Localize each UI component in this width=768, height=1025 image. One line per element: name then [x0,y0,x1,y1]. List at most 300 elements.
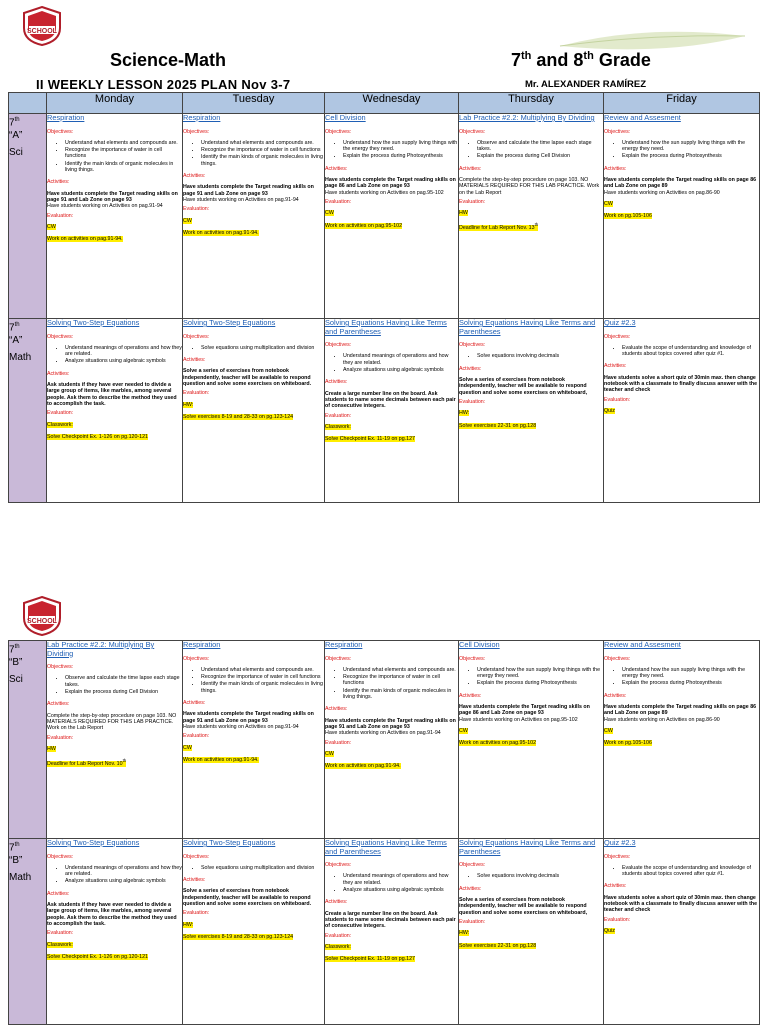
activities-label: Activities: [183,173,206,180]
objectives-list [459,873,603,879]
lesson-cell [47,641,183,839]
activity-instructions: Ask students if they have ever needed to divide a large group of items, like marbles, among several people. Ask them to describe the method they used to accomplish the task. [47,382,177,407]
evaluation-mark-row [459,930,603,936]
evaluation-mark-row [47,422,182,428]
evaluation-mark-row [183,922,324,928]
assignment-main: Solve Checkpoint Ex. 1-126 on pg.120-121 [47,433,149,440]
objectives-label: Objectives: [47,128,74,135]
lesson-cell [604,114,760,319]
assignment-suffix: th [534,222,539,228]
objectives-list [459,353,603,359]
objective-item: • Explain the process during Photosynthesis [343,153,458,159]
activity-notes: Complete the step-by-step procedure on page 103. NO MATERIALS REQUIRED FOR THIS LAB PRACTICE. Work on the Lab Report [47,712,177,732]
assignment-row [459,943,603,949]
activities-label: Activities: [183,357,206,364]
assignment-row [459,423,603,429]
lesson-cell [47,319,183,503]
group-label: “B” [9,855,23,867]
objectives-list [47,865,182,885]
evaluation-mark: CW [183,744,192,751]
evaluation-label: Evaluation: [459,398,486,405]
activities-label: Activities: [183,700,206,707]
evaluation-label: Evaluation: [325,412,352,419]
lesson-cell [604,319,760,503]
assignment-row [183,934,324,940]
assignment-main: Solve Checkpoint Ex. 11-19 on pg.127 [325,956,416,963]
row-label [9,114,47,319]
objectives-label: Objectives: [47,333,74,340]
assignment-text [325,956,415,962]
evaluation-label: Evaluation: [183,733,210,740]
activities-label: Activities: [604,363,627,370]
row-label [9,319,47,503]
evaluation-mark: Quiz [604,927,615,934]
assignment-row [604,213,759,219]
lesson-cell [604,641,760,839]
activity-instructions: Have students solve a short quiz of 30min max. then change notebook with a classmate to finally discuss answer with the teacher and check [604,894,758,914]
objective-item: • Understand meanings of operations and how they are related. [343,873,458,886]
objectives-label: Objectives: [459,862,486,869]
assignment-row [459,223,603,232]
assignment-row [183,414,324,420]
lesson-title-link[interactable]: Solving Two-Step Equations [47,318,140,327]
evaluation-mark: HW [47,745,56,752]
lesson-cell [47,839,183,1025]
objectives-label: Objectives: [47,853,74,860]
assignment-main: Work on pg.105-106 [604,213,652,220]
evaluation-mark: CW [459,727,468,734]
row-label [9,641,47,839]
assignment-main: Solve exercises 8-19 and 28-33 on pg.123-124 [183,413,294,420]
grade-title: 7th and 8th Grade [511,50,651,70]
lesson-plan-table [8,92,760,503]
evaluation-label: Evaluation: [47,734,74,741]
activity-instructions: Solve a series of exercises from notebook independently, teacher will be available to respond question and solve some exercises on whiteboard. [183,368,312,388]
assignment-row [459,740,603,746]
activity-instructions: Have students complete the Target reading skills on page 86 and Lab Zone on page 93 [325,177,456,190]
group-label: “B” [9,657,23,669]
assignment-row [47,236,182,242]
evaluation-label: Evaluation: [325,739,352,746]
objectives-label: Objectives: [604,655,631,662]
objective-item: • Understand how the sun supply living things with the energy they need. [477,667,603,680]
day-header: Thursday [459,93,604,114]
grade-label [9,839,46,854]
assignment-main: Work on activities on pag.95-102 [325,222,403,229]
activities-label: Activities: [47,179,70,186]
assignment-row [183,230,324,236]
evaluation-mark-row [183,218,324,224]
evaluation-mark: Classwork: [47,941,73,948]
assignment-text [604,213,652,219]
row-label [9,839,47,1025]
assignment-main: Work on activities on pag.95-102 [459,740,537,747]
day-header: Friday [604,93,760,114]
lesson-cell [47,114,183,319]
grade-number: 7 [9,644,15,656]
activities-label: Activities: [325,899,348,906]
lesson-title-link[interactable]: Lab Practice #2.2: Multiplying By Dividing [459,113,595,122]
objective-item: • Identify the main kinds of organic molecules in living things. [201,681,324,694]
assignment-text [47,954,148,960]
teacher-name: Mr. ALEXANDER RAMÍREZ [525,79,647,90]
lesson-cell [459,319,604,503]
assignment-main: Deadline for Lab Report Nov. 10 [47,760,123,767]
objectives-list [47,675,182,695]
objectives-label: Objectives: [183,128,210,135]
assignment-main: Work on activities on pag.91-94. [183,229,259,236]
activity-notes: Have students working on Activities on pag.91-94 [325,730,441,737]
assignment-row [183,757,324,763]
activity-instructions: Create a large number line on the board. Ask students to name some decimals between each pair of consecutive integers. [325,390,456,410]
activities-label: Activities: [604,692,627,699]
evaluation-label: Evaluation: [459,918,486,925]
day-header: Wednesday [325,93,459,114]
activity-instructions: Have students complete the Target reading skills on page 86 and Lab Zone on page 89 [604,704,757,717]
assignment-text [183,757,259,763]
lesson-title-link[interactable]: Review and Assesment [604,640,681,649]
objectives-label: Objectives: [604,333,631,340]
evaluation-mark-row [47,942,182,948]
svg-text:SCHOOL: SCHOOL [27,618,57,625]
objective-item: • Understand what elements and compounds are. [201,140,324,146]
evaluation-mark: HW: [183,401,194,408]
evaluation-mark: HW: [183,921,194,928]
evaluation-mark: CW [325,750,334,757]
evaluation-label: Evaluation: [47,410,74,417]
objectives-label: Objectives: [459,342,486,349]
evaluation-mark: Classwork: [325,943,351,950]
objective-item: • Understand how the sun supply living things with the energy they need. [343,140,458,153]
page-title: Science-Math [110,50,227,70]
evaluation-mark: CW [325,210,334,217]
activity-instructions: Have students complete the Target reading skills on page 86 and Lab Zone on page 89 [604,177,757,190]
objectives-list [47,345,182,365]
assignment-main: Deadline for Lab Report Nov. 13 [459,225,535,232]
objective-item: • Recognize the importance of water in cell functions [201,674,324,680]
lesson-title-link[interactable]: Respiration [325,640,363,649]
day-header: Monday [47,93,183,114]
objectives-list [325,667,458,700]
objective-item: • Analyze situations using algebraic symbols [65,358,182,364]
evaluation-mark-row [47,224,182,230]
assignment-main: Solve exercises 22-31 on pg.128 [459,942,537,949]
objectives-label: Objectives: [325,342,352,349]
lesson-cell [183,839,325,1025]
assignment-main: Solve Checkpoint Ex. 11-19 on pg.127 [325,436,416,443]
lesson-title-link[interactable]: Solving Equations Having Like Terms and Parentheses [325,838,447,856]
plan-title: II WEEKLY LESSON 2025 PLAN Nov 3-7 [36,77,291,92]
lesson-title-link[interactable]: Quiz #2.3 [604,838,636,847]
lesson-cell [459,114,604,319]
evaluation-label: Evaluation: [325,198,352,205]
objective-item: • Explain the process during Cell Division [477,153,603,159]
lesson-cell [459,641,604,839]
activities-label: Activities: [604,165,627,172]
assignment-row [325,956,458,962]
objective-item: • Understand how the sun supply living things with the energy they need. [622,667,759,680]
objective-item: • Understand what elements and compounds are. [343,667,458,673]
assignment-main: Solve exercises 22-31 on pg.128 [459,422,537,429]
evaluation-mark-row [604,728,759,734]
objective-item: • Explain the process during Photosynthesis [622,153,759,159]
activity-instructions: Solve a series of exercises from notebook independently, teacher will be available to respond question and solve some exercises on whiteboard, [459,377,588,396]
school-logo-icon [22,596,62,636]
assignment-text [47,434,148,440]
grade-number: 7 [9,322,15,334]
activity-notes: Have students working on Activities on pag.95-102 [459,716,578,723]
objective-item: • Understand meanings of operations and how they are related. [65,345,182,358]
lesson-cell [325,114,459,319]
lesson-title-link[interactable]: Cell Division [325,113,366,122]
activities-label: Activities: [47,370,70,377]
objectives-list [183,865,324,871]
evaluation-label: Evaluation: [47,930,74,937]
activities-label: Activities: [47,701,70,708]
assignment-text [325,436,415,442]
objectives-list [604,140,759,160]
evaluation-mark: CW [47,223,56,230]
activity-notes: Have students working on Activities on pag.91-94 [47,203,163,210]
objectives-list [47,140,182,173]
lesson-cell [325,319,459,503]
evaluation-mark-row [604,928,759,934]
assignment-row [325,223,458,229]
activity-instructions: Have students complete the Target reading skills on page 91 and Lab Zone on page 93 [325,717,456,730]
header-corner [9,93,47,114]
grade-number: 7 [9,117,15,129]
lesson-plan-table [8,640,760,1025]
evaluation-label: Evaluation: [183,390,210,397]
objectives-label: Objectives: [604,853,631,860]
activities-label: Activities: [459,885,482,892]
assignment-row [47,758,182,767]
evaluation-label: Evaluation: [325,932,352,939]
grade-label [9,114,46,129]
evaluation-mark: CW [604,200,613,207]
objective-item: • Identify the main kinds of organic molecules in living things. [65,161,182,174]
assignment-text [183,934,293,940]
objective-item: • Solve equations using multiplication and division [201,865,324,871]
activity-instructions: Have students complete the Target reading skills on page 91 and Lab Zone on page 93 [183,184,314,197]
activities-label: Activities: [47,890,70,897]
objectives-list [183,140,324,167]
evaluation-label: Evaluation: [183,206,210,213]
objective-item: • Solve equations involving decimals [477,353,603,359]
objective-item: • Observe and calculate the time lapse each stage takes. [477,140,603,153]
lesson-cell [604,839,760,1025]
activity-instructions: Have students complete the Target reading skills on page 86 and Lab Zone on page 93 [459,704,590,717]
activities-label: Activities: [604,883,627,890]
activity-notes: Have students working on Activities on pag.91-94 [183,723,299,730]
objective-item: • Understand what elements and compounds are. [65,140,182,146]
evaluation-label: Evaluation: [459,198,486,205]
lesson-title-link[interactable]: Lab Practice #2.2: Multiplying By Dividing [47,640,155,658]
activities-label: Activities: [325,706,348,713]
lesson-cell [183,319,325,503]
evaluation-mark-row [325,751,458,757]
lesson-cell [325,839,459,1025]
evaluation-mark: HW: [459,410,470,417]
assignment-text [604,740,652,746]
assignment-row [325,763,458,769]
lesson-title-link[interactable]: Solving Two-Step Equations [47,838,140,847]
assignment-text [325,763,401,769]
objective-item: • Recognize the importance of water in cell functions [343,674,458,687]
activity-instructions: Have students complete the Target reading skills on page 91 and Lab Zone on page 93 [183,711,314,724]
objectives-list [604,667,759,687]
objective-item: • Understand how the sun supply living things with the energy they need. [622,140,759,153]
group-label: “A” [9,130,23,142]
lesson-cell [459,839,604,1025]
grade-label [9,319,46,334]
objectives-list [459,140,603,160]
assignment-main: Work on activities on pag.91-94. [47,236,123,243]
assignment-text [459,222,539,232]
activity-instructions: Solve a series of exercises from notebook independently, teacher will be available to respond question and solve some exercises on whiteboard, [459,897,588,916]
grade-number: 7 [9,842,15,854]
activities-label: Activities: [459,165,482,172]
assignment-text [183,230,259,236]
assignment-row [325,436,458,442]
activities-label: Activities: [459,692,482,699]
evaluation-label: Evaluation: [47,212,74,219]
objectives-label: Objectives: [459,655,486,662]
assignment-text [459,943,536,949]
subject-label: Sci [9,674,23,686]
evaluation-mark-row [604,201,759,207]
objective-item: • Identify the main kinds of organic molecules in living things. [343,688,458,701]
evaluation-mark-row [325,424,458,430]
assignment-main: Work on pg.105-106 [604,740,652,747]
subject-label: Sci [9,147,23,159]
assignment-text [47,758,127,767]
evaluation-mark-row [459,410,603,416]
school-logo-icon [22,6,62,46]
assignment-text [459,423,536,429]
day-header: Tuesday [183,93,325,114]
lesson-cell [183,114,325,319]
activity-instructions: Have students complete the Target reading skills on page 91 and Lab Zone on page 93 [47,190,178,203]
evaluation-mark-row [183,402,324,408]
activity-instructions: Have students solve a short quiz of 30min max. then change notebook with a classmate to finally discuss answer with the teacher and check [604,374,758,394]
objectives-label: Objectives: [325,655,352,662]
activity-notes: Complete the step-by-step procedure on page 103. NO MATERIALS REQUIRED FOR THIS LAB PRACTICE. Work on the Lab Report [459,177,600,196]
subject-label: Math [9,352,32,364]
objectives-list [604,865,759,878]
evaluation-mark-row [325,210,458,216]
objectives-label: Objectives: [183,853,210,860]
objective-item: • Recognize the importance of water in cell functions [201,147,324,153]
svg-text:SCHOOL: SCHOOL [27,28,57,35]
objective-item: • Understand meanings of operations and how they are related. [65,865,182,878]
lesson-title-link[interactable]: Solving Equations Having Like Terms and Parentheses [459,838,596,856]
evaluation-label: Evaluation: [604,396,631,403]
grade-suffix: th [14,322,20,328]
activity-notes: Have students working on Activities on pag.86-90 [604,716,720,723]
assignment-main: Solve Checkpoint Ex. 1-126 on pg.120-121 [47,953,149,960]
grade-suffix: th [14,644,20,650]
activity-notes: Have students working on Activities on pag.91-94 [183,196,299,203]
objective-item: • Observe and calculate the time lapse each stage takes. [65,675,182,688]
objectives-list [325,353,458,373]
objectives-list [604,345,759,358]
objectives-list [183,345,324,351]
evaluation-mark-row [459,728,603,734]
assignment-main: Work on activities on pag.91-94. [325,763,401,770]
lesson-title-link[interactable]: Solving Equations Having Like Terms and Parentheses [325,318,447,336]
lesson-title-link[interactable]: Solving Two-Step Equations [183,318,276,327]
objective-item: • Recognize the importance of water in cell functions [65,147,182,160]
objective-item: • Solve equations involving decimals [477,873,603,879]
page-2 [0,596,768,1024]
lesson-title-link[interactable]: Solving Equations Having Like Terms and Parentheses [459,318,596,336]
grade-label [9,641,46,656]
assignment-text [47,236,123,242]
objectives-list [459,667,603,687]
evaluation-mark-row [183,745,324,751]
objective-item: • Identify the main kinds of organic molecules in living things. [201,154,324,167]
objectives-label: Objectives: [47,664,74,671]
lesson-title-link[interactable]: Respiration [183,113,221,122]
objectives-list [325,140,458,160]
evaluation-mark-row [459,210,603,216]
activities-label: Activities: [459,365,482,372]
lesson-title-link[interactable]: Solving Two-Step Equations [183,838,276,847]
evaluation-mark: CW [604,727,613,734]
assignment-row [604,740,759,746]
evaluation-mark: HW: [459,930,470,937]
assignment-main: Solve exercises 8-19 and 28-33 on pg.123-124 [183,933,294,940]
lesson-title-link[interactable]: Respiration [183,640,221,649]
assignment-row [47,954,182,960]
activity-instructions: Create a large number line on the board. Ask students to name some decimals between each pair of consecutive integers. [325,910,456,930]
objective-item: • Analyze situations using algebraic symbols [65,878,182,884]
evaluation-mark-row [47,746,182,752]
evaluation-mark-row [604,408,759,414]
grade-suffix: th [14,842,20,848]
lesson-title-link[interactable]: Review and Assesment [604,113,681,122]
objectives-list [325,873,458,893]
assignment-row [47,434,182,440]
objectives-list [183,667,324,694]
evaluation-mark: CW [183,217,192,224]
lesson-cell [183,641,325,839]
activity-instructions: Ask students if they have ever needed to divide a large group of items, like marbles, among several people. Ask them to describe the method they used to accomplish the task. [47,902,177,927]
lesson-title-link[interactable]: Cell Division [459,640,500,649]
objective-item: • Evaluate the scope of understanding and knowledge of students about topics covered after quiz #1. [622,345,759,358]
lesson-title-link[interactable]: Quiz #2.3 [604,318,636,327]
objective-item: • Explain the process during Photosynthesis [622,680,759,686]
lesson-cell [325,641,459,839]
activity-instructions: Solve a series of exercises from notebook independently, teacher will be available to respond question and solve some exercises on whiteboard. [183,888,312,908]
objectives-label: Objectives: [459,128,486,135]
evaluation-mark: Classwork: [325,423,351,430]
objectives-label: Objectives: [325,128,352,135]
objective-item: • Analyze situations using algebraic symbols [343,887,458,893]
objective-item: • Understand what elements and compounds are. [201,667,324,673]
objective-item: • Solve equations using multiplication and division [201,345,324,351]
lesson-title-link[interactable]: Respiration [47,113,85,122]
activities-label: Activities: [183,877,206,884]
evaluation-mark: Classwork: [47,421,73,428]
evaluation-mark-row [325,944,458,950]
objective-item: • Explain the process during Photosynthesis [477,680,603,686]
evaluation-mark: HW [459,210,468,217]
activities-label: Activities: [325,379,348,386]
subject-label: Math [9,872,32,884]
assignment-text [183,414,293,420]
